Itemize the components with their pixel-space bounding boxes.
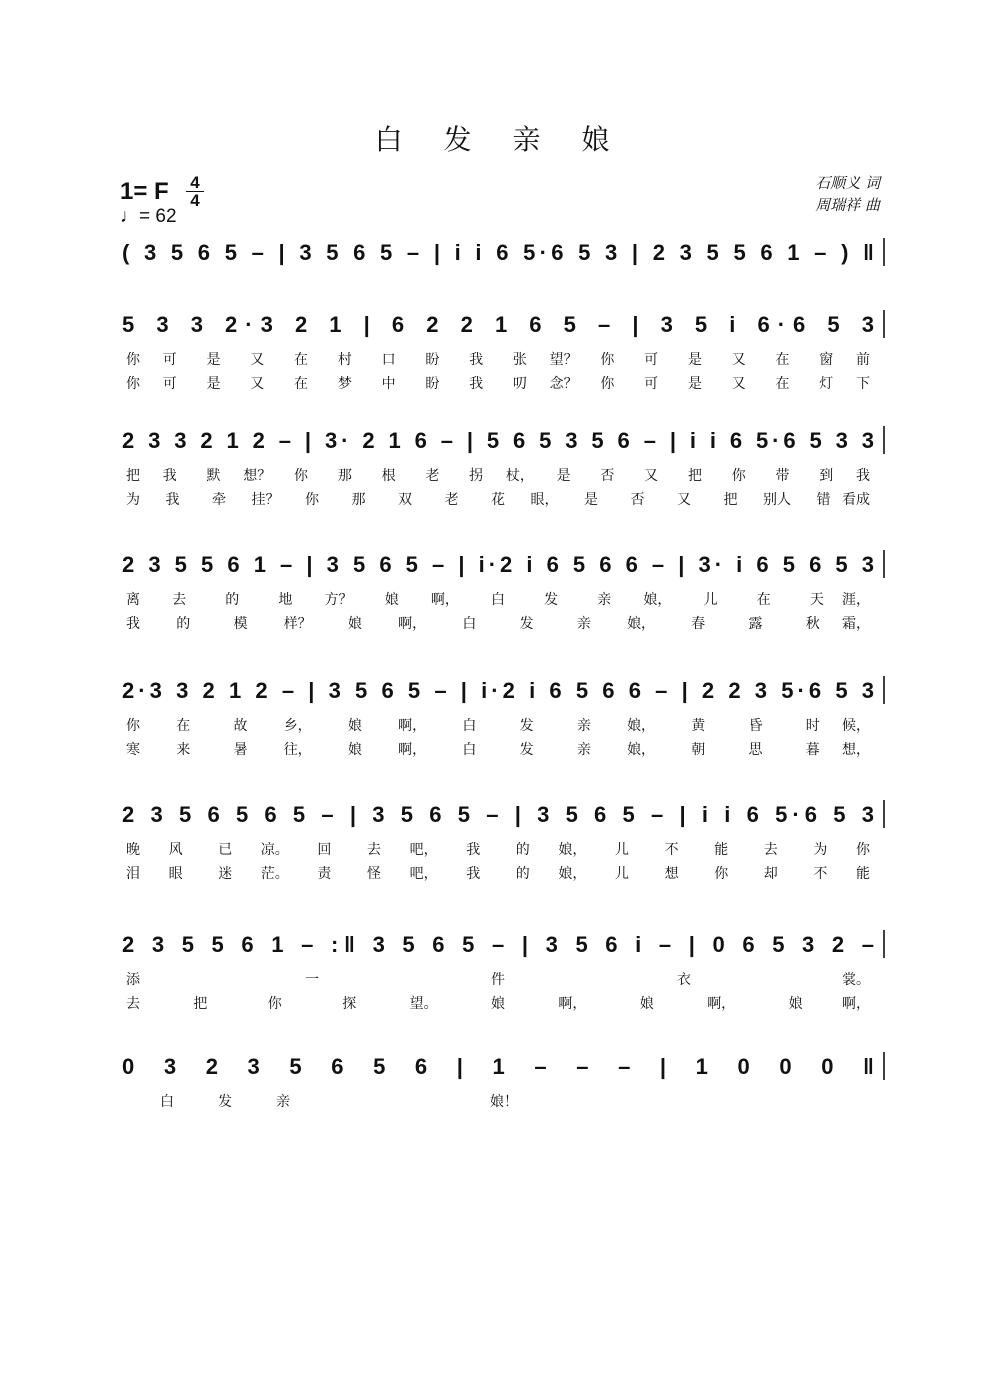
lyric-syllable: 在 bbox=[775, 376, 790, 392]
lyric-syllable: 风 bbox=[168, 842, 183, 858]
lyric-syllable: 我 bbox=[126, 616, 140, 632]
lyric-syllable: 又 bbox=[677, 492, 691, 508]
lyric-syllable: 念？ bbox=[549, 376, 578, 392]
lyric-syllable: 我 bbox=[469, 376, 484, 392]
lyric-syllable: 村 bbox=[337, 352, 352, 368]
lyric-syllable: 啊， bbox=[707, 996, 736, 1012]
lyric-syllable: 是 bbox=[206, 352, 221, 368]
lyric-syllable: 你 bbox=[600, 352, 615, 368]
lyric-syllable: 梦 bbox=[337, 376, 352, 392]
lyric-syllable: 是 bbox=[556, 468, 571, 484]
time-signature bbox=[186, 174, 204, 209]
lyric-syllable: 我 bbox=[466, 842, 481, 858]
score-system bbox=[122, 550, 884, 632]
lyric-syllable: 我 bbox=[469, 352, 484, 368]
lyric-syllable: 为 bbox=[126, 492, 140, 508]
lyric-syllable: 在 bbox=[294, 352, 309, 368]
note-row: 2·3 3 2 1 2 – | 3 5 6 5 – | i·2 i 6 5 6 6 – | 2 2 3 5·6 5 3 bbox=[122, 678, 874, 703]
lyric-syllable: 亲 bbox=[576, 742, 591, 758]
key-signature: 1= F bbox=[120, 178, 169, 205]
lyric-syllable: 你 bbox=[267, 996, 282, 1012]
lyric-syllable: 的 bbox=[515, 842, 530, 858]
lyric-syllable: 娘 bbox=[491, 996, 505, 1012]
lyric-syllable: 可 bbox=[644, 376, 659, 392]
lyric-syllable: 娘， bbox=[558, 866, 587, 882]
lyric-syllable: 能 bbox=[714, 842, 729, 858]
lyric-syllable: 儿 bbox=[615, 866, 629, 882]
note-row: 2 3 5 5 6 1 – | 3 5 6 5 – | i·2 i 6 5 6 6 – | 3· i 6 5 6 5 3 bbox=[122, 552, 874, 577]
lyric-syllable: 去 bbox=[126, 996, 140, 1012]
lyric-syllable: 在 bbox=[176, 718, 191, 734]
lyric-syllable: 娘！ bbox=[490, 1094, 518, 1110]
lyric-syllable: 到 bbox=[819, 468, 834, 484]
lyric-syllable: 的 bbox=[515, 866, 530, 882]
lyric-syllable: 牵 bbox=[212, 492, 226, 508]
lyric-syllable: 责 bbox=[317, 866, 332, 882]
tempo-marking: ♩= 62 bbox=[120, 206, 177, 227]
lyric-syllable: 昏 bbox=[748, 718, 763, 734]
lyric-syllable: 黄 bbox=[691, 718, 706, 734]
lyric-syllable: 双 bbox=[398, 492, 412, 508]
score-system bbox=[122, 238, 884, 266]
lyric-syllable: 挂？ bbox=[251, 492, 280, 508]
lyric-syllable: 别人 bbox=[763, 492, 791, 508]
lyric-syllable: 儿 bbox=[615, 842, 629, 858]
lyric-syllable: 把 bbox=[687, 468, 702, 484]
score-system bbox=[122, 800, 884, 882]
lyric-syllable: 白 bbox=[160, 1094, 174, 1110]
lyric-syllable: 那 bbox=[351, 492, 366, 508]
lyric-syllable: 亲 bbox=[597, 592, 612, 608]
lyric-syllable: 老 bbox=[444, 492, 459, 508]
lyric-syllable: 迷 bbox=[218, 866, 233, 882]
lyric-syllable: 又 bbox=[644, 468, 659, 484]
lyric-syllable: 儿 bbox=[703, 592, 718, 608]
lyric-syllable: 娘 bbox=[384, 592, 399, 608]
lyricist-credit: 石顺义 词 bbox=[815, 174, 880, 192]
lyric-syllable: 啊， bbox=[398, 742, 427, 758]
lyric-syllable: 却 bbox=[763, 866, 778, 882]
time-signature-bottom: 4 bbox=[190, 191, 200, 210]
lyric-syllable: 晚 bbox=[126, 842, 140, 858]
score-system bbox=[122, 1052, 884, 1110]
lyric-syllable: 张 bbox=[512, 352, 527, 368]
lyric-syllable: 地 bbox=[278, 592, 293, 608]
lyric-syllable: 中 bbox=[381, 376, 396, 392]
score-system bbox=[122, 310, 884, 392]
lyric-syllable: 涯， bbox=[842, 592, 870, 608]
lyric-syllable: 你 bbox=[294, 468, 309, 484]
lyric-syllable: 能 bbox=[856, 866, 870, 882]
lyric-syllable: 否 bbox=[600, 468, 615, 484]
score-system bbox=[122, 676, 884, 758]
lyric-syllable: 在 bbox=[294, 376, 309, 392]
lyric-syllable: 可 bbox=[162, 352, 177, 368]
lyric-syllable: 衣 bbox=[677, 972, 691, 988]
lyric-syllable: 乡， bbox=[283, 718, 312, 734]
lyric-syllable: 添 bbox=[126, 972, 140, 988]
lyric-syllable: 娘 bbox=[639, 996, 654, 1012]
lyric-syllable: 错 bbox=[816, 492, 831, 508]
lyric-syllable: 你 bbox=[731, 468, 746, 484]
lyric-syllable: 啊， bbox=[842, 996, 870, 1012]
lyric-syllable: 我 bbox=[466, 866, 481, 882]
lyric-syllable: 娘， bbox=[627, 616, 656, 632]
lyric-syllable: 可 bbox=[162, 376, 177, 392]
lyric-syllable: 时 bbox=[805, 718, 820, 734]
lyric-syllable: 你 bbox=[126, 376, 140, 392]
lyric-syllable: 盼 bbox=[425, 376, 440, 392]
lyric-syllable: 露 bbox=[748, 616, 763, 632]
lyric-syllable: 去 bbox=[763, 842, 778, 858]
lyric-syllable: 望。 bbox=[409, 996, 438, 1012]
lyric-syllable: 看成 bbox=[842, 492, 870, 508]
lyric-syllable: 茫。 bbox=[260, 866, 289, 882]
lyric-syllable: 你 bbox=[305, 492, 319, 508]
lyric-syllable: 我 bbox=[856, 468, 870, 484]
lyric-syllable: 杖， bbox=[505, 468, 534, 484]
lyric-syllable: 啊， bbox=[398, 718, 427, 734]
lyric-syllable: 朝 bbox=[691, 742, 706, 758]
lyric-syllable: 天 bbox=[809, 592, 824, 608]
lyric-syllable: 娘 bbox=[788, 996, 803, 1012]
lyric-syllable: 回 bbox=[317, 842, 332, 858]
lyric-syllable: 你 bbox=[126, 718, 140, 734]
lyric-syllable: 的 bbox=[176, 616, 191, 632]
lyric-syllable: 春 bbox=[691, 616, 706, 632]
lyric-syllable: 是 bbox=[584, 492, 598, 508]
lyric-syllable: 去 bbox=[367, 842, 381, 858]
lyric-syllable: 我 bbox=[162, 468, 177, 484]
note-row: 5 3 3 2·3 2 1 | 6 2 2 1 6 5 – | 3 5 i 6·6 5 3 bbox=[122, 312, 875, 337]
lyric-syllable: 发 bbox=[544, 592, 559, 608]
lyric-syllable: 在 bbox=[756, 592, 771, 608]
lyric-syllable: 怪 bbox=[367, 866, 381, 882]
lyric-syllable: 去 bbox=[172, 592, 187, 608]
lyric-syllable: 吧， bbox=[409, 842, 438, 858]
lyric-syllable: 白 bbox=[462, 742, 477, 758]
composer-credit: 周瑞祥 曲 bbox=[815, 196, 880, 214]
lyric-syllable: 把 bbox=[126, 468, 140, 484]
lyric-syllable: 娘， bbox=[643, 592, 672, 608]
lyric-syllable: 眼 bbox=[168, 866, 183, 882]
lyric-syllable: 灯 bbox=[819, 376, 834, 392]
lyric-syllable: 探 bbox=[342, 996, 357, 1012]
lyric-syllable: 前 bbox=[856, 352, 870, 368]
lyric-syllable: 带 bbox=[775, 468, 790, 484]
lyric-syllable: 不 bbox=[664, 842, 679, 858]
lyric-syllable: 离 bbox=[126, 592, 140, 608]
lyric-syllable: 暮 bbox=[805, 742, 820, 758]
lyric-syllable: 娘， bbox=[627, 742, 656, 758]
lyric-syllable: 娘 bbox=[347, 616, 362, 632]
lyric-syllable: 把 bbox=[193, 996, 208, 1012]
lyric-syllable: 默 bbox=[206, 468, 221, 484]
lyric-syllable: 发 bbox=[519, 616, 534, 632]
lyric-syllable: 样？ bbox=[283, 616, 312, 632]
lyric-syllable: 你 bbox=[714, 866, 729, 882]
lyric-syllable: 口 bbox=[381, 352, 396, 368]
lyric-syllable: 那 bbox=[337, 468, 352, 484]
lyric-syllable: 不 bbox=[813, 866, 828, 882]
lyric-syllable: 又 bbox=[250, 352, 265, 368]
lyric-syllable: 眼， bbox=[530, 492, 559, 508]
score-system bbox=[122, 930, 884, 1012]
lyric-syllable: 娘 bbox=[347, 718, 362, 734]
note-row: 2 3 3 2 1 2 – | 3· 2 1 6 – | 5 6 5 3 5 6 – | i i 6 5·6 5 3 3 bbox=[122, 428, 875, 453]
lyric-syllable: 发 bbox=[218, 1094, 232, 1110]
time-signature-top: 4 bbox=[186, 174, 204, 192]
lyric-syllable: 白 bbox=[462, 616, 477, 632]
lyric-syllable: 为 bbox=[813, 842, 828, 858]
note-row: 2 3 5 5 6 1 – :‖ 3 5 6 5 – | 3 5 6 i – | 0 6 5 3 2 – bbox=[122, 932, 875, 957]
lyric-syllable: 否 bbox=[630, 492, 645, 508]
lyric-syllable: 件 bbox=[491, 972, 505, 988]
lyric-syllable: 盼 bbox=[425, 352, 440, 368]
lyric-syllable: 窗 bbox=[819, 352, 834, 368]
lyric-syllable: 寒 bbox=[126, 742, 140, 758]
lyric-syllable: 已 bbox=[218, 842, 233, 858]
lyric-syllable: 娘， bbox=[627, 718, 656, 734]
lyric-syllable: 来 bbox=[176, 742, 191, 758]
lyric-syllable: 我 bbox=[165, 492, 180, 508]
lyric-syllable: 啊， bbox=[398, 616, 427, 632]
lyric-syllable: 花 bbox=[491, 492, 505, 508]
lyric-syllable: 秋 bbox=[805, 616, 820, 632]
lyric-syllable: 下 bbox=[856, 376, 870, 392]
lyric-syllable: 发 bbox=[519, 718, 534, 734]
lyric-syllable: 你 bbox=[600, 376, 615, 392]
lyric-syllable: 白 bbox=[462, 718, 477, 734]
lyric-syllable: 是 bbox=[687, 352, 702, 368]
lyric-syllable: 又 bbox=[250, 376, 265, 392]
lyric-syllable: 亲 bbox=[276, 1094, 290, 1110]
lyric-syllable: 把 bbox=[723, 492, 738, 508]
lyric-syllable: 思 bbox=[748, 742, 763, 758]
lyric-syllable: 方？ bbox=[324, 592, 353, 608]
lyric-syllable: 根 bbox=[381, 468, 396, 484]
lyric-syllable: 想？ bbox=[243, 468, 272, 484]
note-row: 2 3 5 6 5 6 5 – | 3 5 6 5 – | 3 5 6 5 – | i i 6 5·6 5 3 bbox=[122, 802, 874, 827]
lyric-syllable: 拐 bbox=[469, 468, 484, 484]
lyric-syllable: 想 bbox=[664, 866, 679, 882]
lyric-syllable: 亲 bbox=[576, 616, 591, 632]
lyric-syllable: 娘 bbox=[347, 742, 362, 758]
lyric-syllable: 你 bbox=[856, 842, 870, 858]
lyric-syllable: 啊， bbox=[558, 996, 587, 1012]
lyric-syllable: 是 bbox=[206, 376, 221, 392]
lyric-syllable: 又 bbox=[731, 376, 746, 392]
lyric-syllable: 模 bbox=[233, 616, 248, 632]
song-title: 白 发 亲 娘 bbox=[374, 123, 626, 156]
lyric-syllable: 你 bbox=[126, 352, 140, 368]
lyric-syllable: 暑 bbox=[233, 742, 248, 758]
lyric-syllable: 可 bbox=[644, 352, 659, 368]
lyric-syllable: 裳。 bbox=[842, 972, 870, 988]
lyric-syllable: 亲 bbox=[576, 718, 591, 734]
lyric-syllable: 老 bbox=[425, 468, 440, 484]
lyric-syllable: 一 bbox=[305, 972, 319, 988]
lyric-syllable: 霜， bbox=[842, 616, 870, 632]
lyric-syllable: 想， bbox=[842, 742, 870, 758]
lyric-syllable: 娘， bbox=[558, 842, 587, 858]
score-system bbox=[122, 426, 884, 508]
lyric-syllable: 往， bbox=[283, 742, 312, 758]
lyric-syllable: 白 bbox=[491, 592, 505, 608]
lyric-syllable: 候， bbox=[842, 718, 870, 734]
lyric-syllable: 凉。 bbox=[260, 842, 289, 858]
lyric-syllable: 故 bbox=[233, 718, 248, 734]
lyric-syllable: 在 bbox=[775, 352, 790, 368]
lyric-syllable: 望？ bbox=[549, 352, 578, 368]
lyric-syllable: 是 bbox=[687, 376, 702, 392]
lyric-syllable: 泪 bbox=[126, 866, 140, 882]
note-row: ( 3 5 6 5 – | 3 5 6 5 – | i i 6 5·6 5 3 | 2 3 5 5 6 1 – ) ‖ bbox=[122, 240, 874, 265]
lyric-syllable: 的 bbox=[225, 592, 240, 608]
lyric-syllable: 又 bbox=[731, 352, 746, 368]
lyric-syllable: 吧， bbox=[409, 866, 438, 882]
lyric-syllable: 啊， bbox=[430, 592, 459, 608]
lyric-syllable: 叨 bbox=[512, 376, 527, 392]
lyric-syllable: 发 bbox=[519, 742, 534, 758]
note-row: 0 3 2 3 5 6 5 6 | 1 – – – | 1 0 0 0 ‖ bbox=[122, 1054, 875, 1079]
